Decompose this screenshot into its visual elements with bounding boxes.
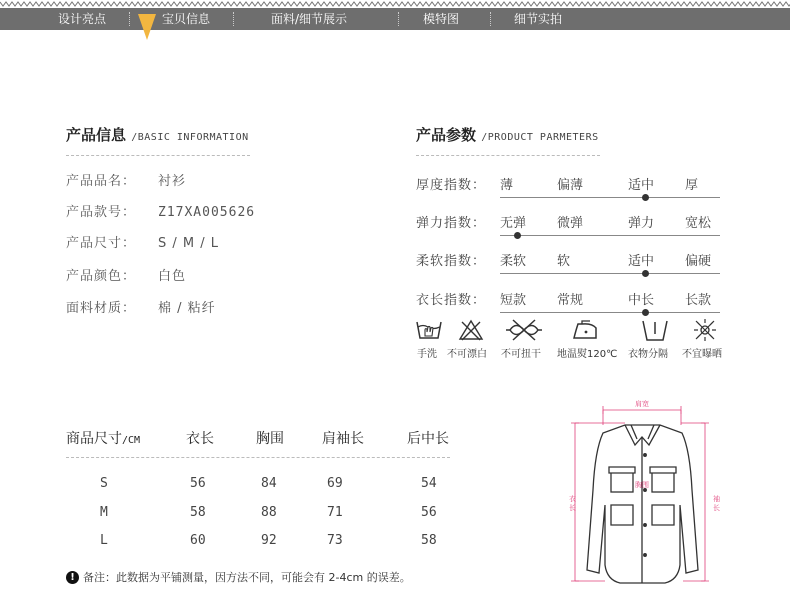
divider (66, 457, 450, 458)
nav-item-fabric-details[interactable]: 面料/细节展示 (271, 12, 348, 26)
param-level: 偏硬 (685, 254, 712, 269)
size-cell: 88 (261, 505, 277, 520)
care-label-no-sun-dry: 不宜曝晒 (682, 349, 722, 360)
size-cell: 84 (261, 476, 277, 491)
no-bleach-icon (458, 318, 484, 342)
sleeve-label: 袖长 (713, 495, 720, 512)
size-cell: 54 (421, 476, 437, 491)
separate-wash-icon (640, 318, 670, 344)
shirt-measurement-diagram (565, 395, 740, 600)
care-label-low-iron: 地温熨120℃ (557, 349, 618, 360)
active-nav-marker-icon (138, 14, 156, 40)
size-cell: 92 (261, 533, 277, 548)
param-scale-line (500, 312, 720, 313)
param-label: 衣长指数： (416, 293, 487, 308)
param-label: 弹力指数： (416, 216, 487, 231)
nav-separator (233, 12, 234, 26)
size-cell: 58 (421, 533, 437, 548)
param-level: 适中 (628, 254, 655, 269)
divider (416, 155, 600, 156)
chest-label: 胸围 (635, 481, 649, 489)
param-label: 柔软指数： (416, 254, 487, 269)
shirt-outline (587, 425, 698, 583)
nav-item-product-info[interactable]: 宝贝信息 (162, 12, 211, 26)
low-iron-icon (568, 318, 600, 342)
nav-separator (398, 12, 399, 26)
param-selected-dot (642, 194, 649, 201)
size-col-chest: 胸围 (256, 431, 284, 447)
exclamation-icon: ! (66, 571, 79, 584)
param-scale-line (500, 197, 720, 198)
param-level: 中长 (628, 293, 655, 308)
param-selected-dot (642, 270, 649, 277)
top-zigzag-border (0, 0, 790, 8)
size-table-header-label: 商品尺寸/CM (66, 431, 141, 447)
care-label-no-bleach: 不可漂白 (447, 349, 487, 360)
section-nav-bar (0, 8, 790, 30)
nav-item-detail-photos[interactable]: 细节实拍 (514, 12, 563, 26)
param-level: 长款 (685, 293, 712, 308)
param-level: 短款 (500, 293, 527, 308)
care-label-separate-wash: 衣物分隔 (628, 349, 668, 360)
param-level: 柔软 (500, 254, 527, 269)
param-label: 厚度指数： (416, 178, 487, 193)
size-row-label: S (100, 476, 108, 491)
size-cell: 71 (327, 505, 343, 520)
size-col-length: 衣长 (186, 431, 214, 447)
param-selected-dot (642, 309, 649, 316)
no-wring-icon (504, 318, 544, 342)
size-col-sleeve: 肩袖长 (322, 431, 364, 447)
product-info-title: 产品信息 /BASIC INFORMATION (66, 126, 249, 144)
info-row-code: 产品款号： Z17XA005626 (66, 205, 256, 220)
size-col-back-length: 后中长 (407, 431, 449, 447)
param-level: 偏薄 (557, 178, 584, 193)
param-level: 宽松 (685, 216, 712, 231)
care-label-no-wring: 不可扭干 (501, 349, 541, 360)
length-label: 衣长 (569, 495, 576, 512)
size-cell: 58 (190, 505, 206, 520)
info-row-color: 产品颜色： 白色 (66, 269, 187, 284)
param-level: 弹力 (628, 216, 655, 231)
param-scale-line (500, 235, 720, 236)
care-no-sun-dry (670, 318, 740, 342)
param-scale-line (500, 273, 720, 274)
param-level: 无弹 (500, 216, 527, 231)
info-row-material: 面料材质： 棉 / 粘纤 (66, 301, 216, 316)
size-row-label: M (100, 505, 108, 520)
shoulder-width-label: 肩宽 (635, 400, 649, 408)
size-cell: 69 (327, 476, 343, 491)
size-row-label: L (100, 533, 108, 548)
no-sun-dry-icon (693, 318, 717, 342)
product-params-title: 产品参数 /PRODUCT PARMETERS (416, 126, 599, 144)
size-cell: 60 (190, 533, 206, 548)
param-level: 常规 (557, 293, 584, 308)
param-level: 厚 (685, 178, 699, 193)
nav-separator (490, 12, 491, 26)
param-level: 薄 (500, 178, 514, 193)
size-cell: 56 (190, 476, 206, 491)
param-level: 适中 (628, 178, 655, 193)
divider (66, 155, 250, 156)
info-row-name: 产品品名： 衬衫 (66, 174, 187, 189)
care-low-iron (549, 318, 619, 342)
param-level: 微弹 (557, 216, 584, 231)
param-level: 软 (557, 254, 571, 269)
info-row-size: 产品尺寸： S / M / L (66, 236, 219, 251)
param-selected-dot (514, 232, 521, 239)
nav-separator (129, 12, 130, 26)
size-cell: 73 (327, 533, 343, 548)
size-cell: 56 (421, 505, 437, 520)
measurement-note: ! 备注：此数据为平铺测量，因方法不同，可能会有 2-4cm 的误差。 (66, 569, 411, 585)
nav-item-model-photos[interactable]: 模特图 (423, 12, 460, 26)
nav-item-design-highlights[interactable]: 设计亮点 (58, 12, 107, 26)
care-label-hand-wash: 手洗 (417, 349, 437, 360)
